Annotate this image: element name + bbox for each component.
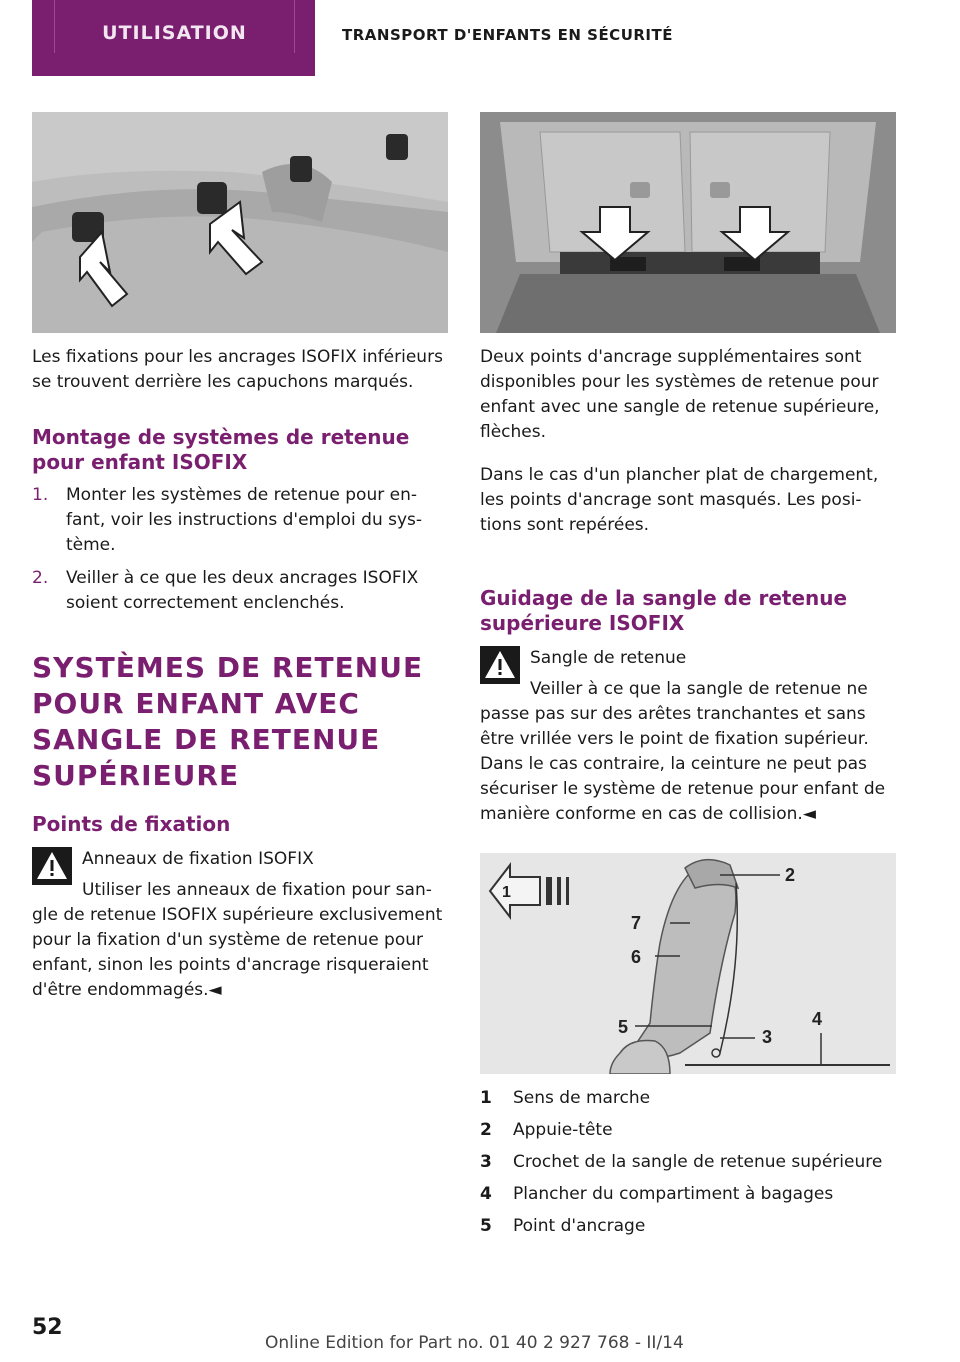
legend-item bbox=[480, 1214, 896, 1246]
list-item bbox=[32, 483, 448, 558]
diagram-label: 6 bbox=[631, 947, 642, 967]
list-number: 2. bbox=[32, 568, 49, 588]
list-text: Veiller à ce que les deux ancrages ISOFIX soient correctement enclenchés. bbox=[66, 568, 419, 613]
legend-text: Appuie-tête bbox=[513, 1120, 613, 1140]
heading-guidage: Guidage de la sangle de retenue supérieure ISOFIX bbox=[480, 586, 848, 635]
diagram-label: 4 bbox=[812, 1009, 823, 1029]
legend-text: Sens de marche bbox=[513, 1088, 651, 1108]
isofix-seat-photo bbox=[32, 112, 448, 333]
warning-title: Sangle de retenue bbox=[530, 648, 687, 668]
footer-edition: Online Edition for Part no. 01 40 2 927 768 - II/14 bbox=[265, 1333, 684, 1353]
heading-montage: Montage de systèmes de retenue pour enfant ISOFIX bbox=[32, 425, 410, 474]
legend-item bbox=[480, 1150, 896, 1182]
heading-main: SYSTÈMES DE RETENUE POUR ENFANT AVEC SANGLE DE RETENUE SUPÉRIEURE bbox=[32, 651, 424, 792]
warning-icon bbox=[480, 646, 520, 684]
list-text: Monter les systèmes de retenue pour enfant, voir les instructions d'emploi du système. bbox=[66, 485, 423, 555]
legend-text: Crochet de la sangle de retenue supérieure bbox=[513, 1152, 883, 1172]
cargo-anchor-photo bbox=[480, 112, 896, 333]
tab-label: UTILISATION bbox=[102, 22, 247, 44]
diagram-label: 3 bbox=[762, 1027, 773, 1047]
right-column bbox=[480, 345, 896, 827]
legend-text: Point d'ancrage bbox=[513, 1216, 646, 1236]
page-number: 52 bbox=[32, 1315, 63, 1340]
strap-routing-diagram bbox=[480, 853, 896, 1074]
seat-diagram bbox=[480, 853, 896, 1074]
legend-number: 2 bbox=[480, 1120, 492, 1140]
header-tab-inner bbox=[54, 0, 295, 53]
paragraph-flat-floor: Dans le cas d'un plancher plat de chargement, les points d'ancrage sont masqués. Les positions sont repérées. bbox=[480, 465, 879, 535]
left-column bbox=[32, 345, 448, 1003]
legend-item bbox=[480, 1118, 896, 1150]
legend-item bbox=[480, 1182, 896, 1214]
isofix-seat-illustration bbox=[32, 112, 448, 333]
diagram-label: 2 bbox=[785, 865, 796, 885]
diagram-legend bbox=[480, 1086, 896, 1246]
list-item bbox=[32, 566, 448, 616]
legend-text: Plancher du compartiment à bagages bbox=[513, 1184, 834, 1204]
warning-body: Utiliser les anneaux de fixation pour sangle de retenue ISOFIX supérieure exclusivement pour la fixation d'un système de retenue pour enfant, sinon les points d'ancrage risqueraient d'être endommagés.◄ bbox=[32, 880, 443, 1000]
heading-points: Points de fixation bbox=[32, 812, 231, 836]
warning-isofix bbox=[32, 847, 448, 1003]
diagram-label: 7 bbox=[631, 913, 642, 933]
cargo-anchor-illustration bbox=[480, 112, 896, 333]
paragraph-anchors: Deux points d'ancrage supplémentaires sont disponibles pour les systèmes de retenue pour enfant avec une sangle de retenue supérieure, flèches. bbox=[480, 347, 880, 442]
warning-body: Veiller à ce que la sangle de retenue ne passe pas sur des arêtes tranchantes et sans être vrillée vers le point de fixation supérieur. Dans le cas contraire, la ceinture ne peut pas sécuriser le système de retenue pour enfant de manière conforme en cas de collision.◄ bbox=[480, 679, 886, 824]
list-number: 1. bbox=[32, 485, 49, 505]
legend-number: 1 bbox=[480, 1088, 492, 1108]
diagram-label: 5 bbox=[618, 1017, 629, 1037]
header-tab bbox=[32, 0, 315, 76]
section-title: TRANSPORT D'ENFANTS EN SÉCURITÉ bbox=[342, 26, 673, 44]
diagram-label: 1 bbox=[502, 884, 511, 901]
photo-caption: Les fixations pour les ancrages ISOFIX inférieurs se trouvent derrière les capuchons marqués. bbox=[32, 347, 443, 392]
warning-icon bbox=[32, 847, 72, 885]
warning-strap bbox=[480, 646, 896, 827]
legend-item bbox=[480, 1086, 896, 1118]
warning-title: Anneaux de fixation ISOFIX bbox=[82, 849, 314, 869]
legend-number: 4 bbox=[480, 1184, 492, 1204]
legend-number: 3 bbox=[480, 1152, 492, 1172]
legend-number: 5 bbox=[480, 1216, 492, 1236]
